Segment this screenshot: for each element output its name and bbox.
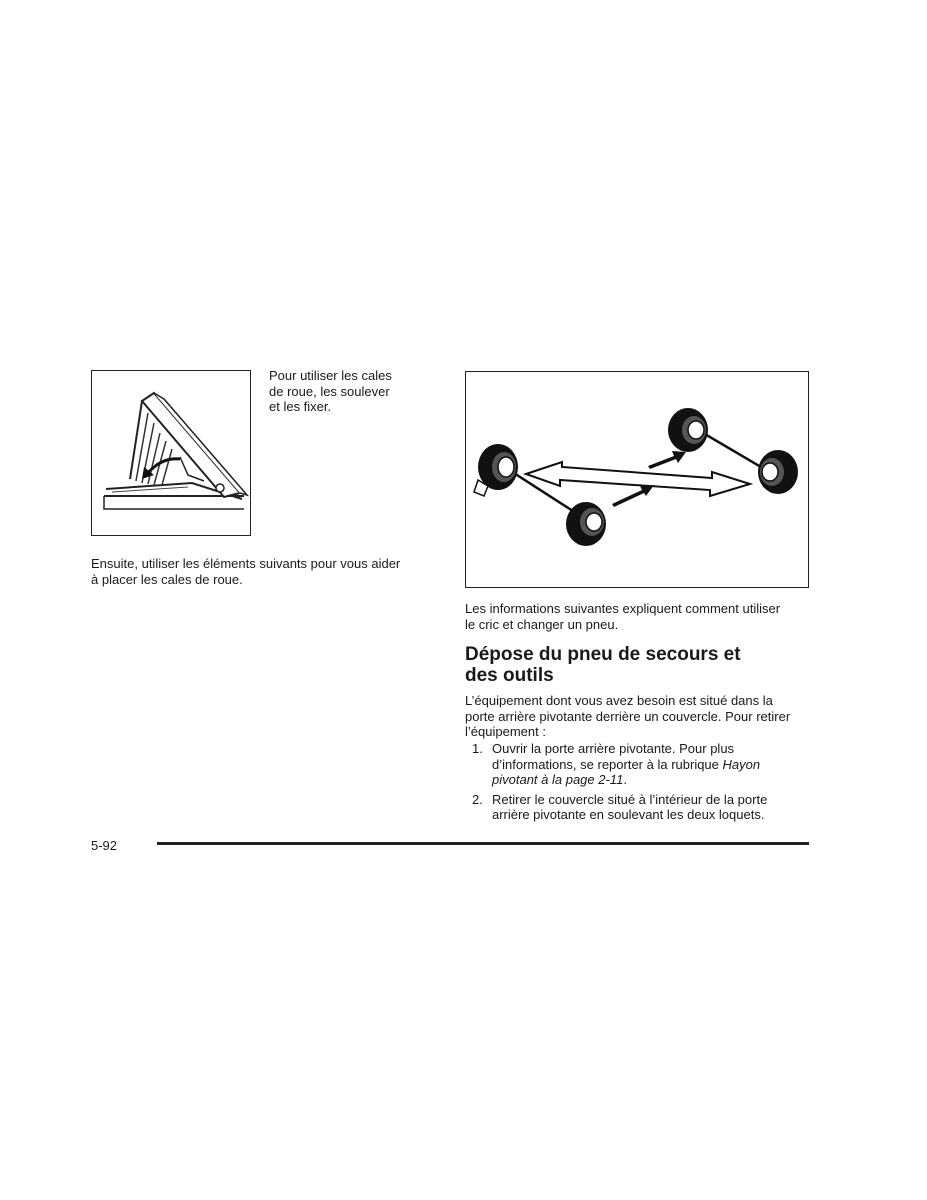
heading-line: des outils [465, 665, 554, 686]
step-item [465, 792, 825, 823]
step-item [465, 741, 825, 788]
heading-line: Dépose du pneu de secours et [465, 644, 741, 665]
equipment-paragraph [465, 693, 825, 740]
page-number: 5-92 [91, 838, 118, 853]
cross-reference-link[interactable]: pivotant à la page 2-11 [492, 772, 624, 787]
paragraph-line: L’équipement dont vous avez besoin est situé dans la [465, 693, 773, 708]
footer-rule [157, 842, 809, 845]
tire-left [474, 444, 518, 496]
chock-caption-line: et les fixer. [269, 399, 332, 414]
paragraph-line: Ensuite, utiliser les éléments suivants pour vous aider [91, 556, 401, 571]
tire-rotation-illustration [466, 372, 807, 586]
section-heading [465, 644, 825, 686]
step-text: . [623, 772, 627, 787]
step-number: 1. [472, 741, 483, 756]
paragraph-line: le cric et changer un pneu. [465, 616, 619, 632]
paragraph-line: Les informations suivantes expliquent comment utiliser [465, 601, 781, 616]
intro-paragraph [465, 601, 825, 632]
chock-caption-line: de roue, les soulever [269, 383, 390, 399]
tire-bottom [566, 502, 606, 546]
step-line [492, 757, 825, 773]
wheel-chock-figure [91, 370, 251, 536]
step-number: 2. [472, 791, 483, 807]
step-line: Retirer le couvercle situé à l’intérieur de la porte [492, 791, 768, 807]
paragraph-line: à placer les cales de roue. [91, 571, 243, 587]
chock-caption [269, 368, 419, 415]
paragraph-line: l’équipement : [465, 724, 546, 739]
step-line [492, 772, 825, 788]
step-line: arrière pivotante en soulevant les deux loquets. [492, 807, 765, 822]
chock-caption-line: Pour utiliser les cales [269, 368, 392, 383]
tire-rotation-figure [465, 371, 809, 588]
wheel-chock-illustration [92, 371, 249, 534]
step-text: d’informations, se reporter à la rubrique [492, 756, 723, 772]
step-line: Ouvrir la porte arrière pivotante. Pour plus [492, 741, 735, 756]
chock-placement-paragraph [91, 556, 441, 587]
paragraph-line: porte arrière pivotante derrière un couvercle. Pour retirer [465, 708, 791, 724]
steps-list [465, 741, 825, 827]
cross-reference-link[interactable]: Hayon [722, 756, 761, 772]
tire-right [758, 450, 798, 494]
tire-top [668, 408, 708, 452]
